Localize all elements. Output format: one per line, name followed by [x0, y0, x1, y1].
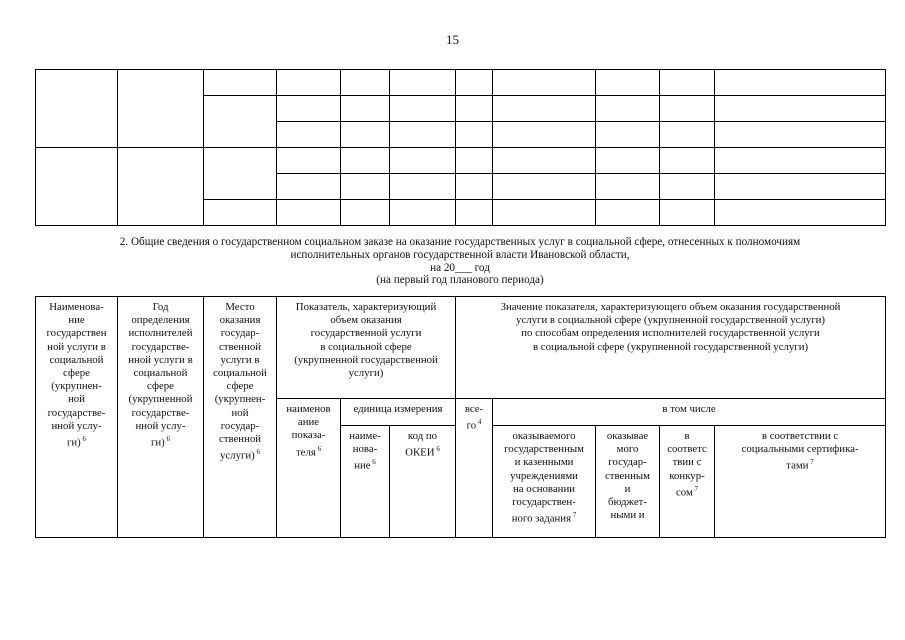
cell-line: услуги в социальной сфере (укрупненной государственной услуги): [516, 314, 826, 327]
cell-line: государстве-: [131, 406, 190, 419]
cell-line: Год: [152, 301, 169, 313]
cell-line: ного задания $^7$: [511, 511, 577, 525]
top-cell: [36, 70, 118, 148]
cell-line: нной услуги в: [128, 353, 193, 366]
heading-line-2: исполнительных органов государственной власти Ивановской области,: [290, 248, 630, 261]
cell-line: соответс: [667, 443, 707, 456]
heading-line-3: на 20___ год: [430, 261, 490, 274]
cell-line: го $^4$: [466, 418, 482, 432]
top-cell: [204, 148, 277, 200]
heading-line-1: 2. Общие сведения о государственном социальном заказе на оказание государственных услуг в социальной сфере, отнесенных к полномочиям: [119, 236, 801, 248]
top-table: [35, 69, 886, 226]
cell-line: ственной: [218, 340, 262, 353]
cell-line: услуги): [348, 367, 384, 380]
cell-line: сом $^7$: [675, 484, 699, 499]
cell-line: и казенными: [514, 456, 574, 469]
heading-line-4: (на первый год планового периода): [376, 274, 544, 287]
cell-line: показа-: [291, 429, 326, 442]
cell-line: государствен: [46, 327, 107, 340]
cell-line: бюджет-: [608, 496, 647, 509]
section-heading: [35, 236, 885, 287]
cell-line: код по: [407, 430, 438, 442]
header-indicator-name: [277, 399, 341, 538]
header-service-name: [36, 297, 118, 538]
cell-line: на основании: [513, 482, 576, 495]
cell-line: мого: [616, 443, 639, 456]
cell-line: ги) $^6$: [66, 435, 87, 449]
cell-line: в социальной сфере (укрупненной государственной услуги): [532, 340, 809, 353]
cell-line: ние $^6$: [354, 458, 376, 472]
header-including-label: в том числе: [662, 403, 716, 415]
header-unit-name: [341, 426, 390, 538]
top-cell: [118, 148, 204, 226]
footnote-mark: 7: [692, 484, 699, 493]
cell-line: сфере: [63, 367, 90, 380]
cell-line: государственным: [504, 443, 584, 456]
cell-line: (укрупненной государственной: [294, 353, 438, 366]
cell-line: твии с: [672, 456, 702, 469]
cell-line: ОКЕИ $^6$: [405, 445, 440, 459]
cell-line: социальной: [49, 353, 104, 366]
cell-line: сфере: [226, 380, 254, 393]
cell-line: ственным: [605, 469, 650, 482]
cell-line: в социальной сфере: [320, 340, 412, 353]
cell-line: конкур-: [669, 469, 705, 482]
cell-line: оказываемого: [512, 430, 576, 442]
cell-line: социальными сертифика-: [741, 443, 859, 456]
footnote-mark: 6: [434, 445, 440, 454]
cell-line: объем оказания: [330, 314, 402, 327]
cell-line: Наименова-: [49, 301, 104, 313]
cell-line: ние: [68, 314, 85, 327]
cell-line: наименов: [286, 403, 331, 415]
cell-line: оказывае: [606, 430, 649, 442]
header-indicator-value: [456, 297, 886, 399]
cell-line: государ-: [220, 327, 260, 340]
cell-line: государственной услуги: [310, 327, 422, 340]
header-competition: [660, 426, 715, 538]
footnote-mark: 6: [254, 448, 261, 457]
cell-line: государствен-: [512, 496, 576, 509]
cell-line: нной услу-: [135, 419, 186, 432]
cell-line: исполнителей: [128, 327, 193, 340]
cell-line: (укрупненной: [128, 393, 193, 406]
top-cell: [36, 148, 118, 226]
footnote-mark: 7: [571, 511, 577, 520]
cell-line: государ-: [220, 419, 260, 432]
cell-line: нной услу-: [51, 419, 102, 432]
cell-line: ственной: [218, 433, 262, 446]
header-year: [118, 297, 204, 538]
header-okei-code: [390, 426, 456, 538]
cell-line: ной услуги в: [47, 340, 106, 353]
header-total: [456, 399, 493, 538]
cell-line: наиме-: [349, 430, 381, 442]
header-including: [493, 399, 886, 426]
header-indicator: [277, 297, 456, 399]
cell-line: теля $^6$: [295, 444, 322, 459]
footnote-mark: 6: [164, 435, 171, 444]
cell-line: государстве-: [131, 340, 190, 353]
cell-line: ги) $^6$: [150, 435, 171, 449]
cell-line: ание: [297, 416, 320, 429]
cell-line: в: [684, 430, 690, 442]
cell-line: сфере: [147, 380, 174, 393]
cell-line: ными и: [610, 509, 645, 522]
cell-line: услуги) $^6$: [219, 448, 261, 462]
footnote-mark: 6: [370, 458, 376, 467]
header-certificates: [715, 426, 886, 538]
cell-line: по способам определения исполнителей государственной услуги: [521, 327, 820, 340]
cell-line: (укрупнен-: [214, 393, 266, 406]
header-place: [204, 297, 277, 538]
header-unit-label: единица измерения: [353, 403, 443, 415]
cell-line: Значение показателя, характеризующего объем оказания государственной: [500, 301, 841, 313]
top-cell: [118, 70, 204, 148]
footnote-mark: 6: [315, 444, 322, 453]
cell-line: услуги в: [220, 353, 260, 366]
cell-line: учреждениями: [510, 469, 578, 482]
cell-line: социальной: [133, 367, 188, 380]
cell-line: (укрупнен-: [51, 380, 102, 393]
cell-line: государ-: [608, 456, 647, 469]
cell-line: в соответствии с: [761, 430, 839, 442]
cell-line: Показатель, характеризующий: [295, 301, 437, 313]
footnote-mark: 6: [80, 435, 87, 444]
cell-line: тами $^7$: [786, 458, 814, 472]
page-number: 15: [446, 32, 459, 47]
header-budget: [596, 426, 660, 538]
cell-line: Место: [225, 301, 255, 313]
cell-line: ной: [231, 406, 249, 419]
header-state-task: [493, 426, 596, 538]
cell-line: государстве-: [47, 406, 106, 419]
cell-line: и: [624, 482, 631, 495]
header-unit: [341, 399, 456, 426]
cell-line: ной: [68, 393, 85, 406]
footnote-mark: 4: [476, 418, 482, 427]
cell-line: оказания: [219, 314, 261, 327]
social-order-table: [35, 296, 886, 538]
cell-line: социальной: [213, 367, 267, 380]
cell-line: все-: [464, 403, 484, 415]
footnote-mark: 7: [808, 458, 814, 467]
top-cell: [204, 96, 277, 148]
cell-line: нова-: [352, 443, 378, 456]
cell-line: определения: [131, 314, 190, 327]
